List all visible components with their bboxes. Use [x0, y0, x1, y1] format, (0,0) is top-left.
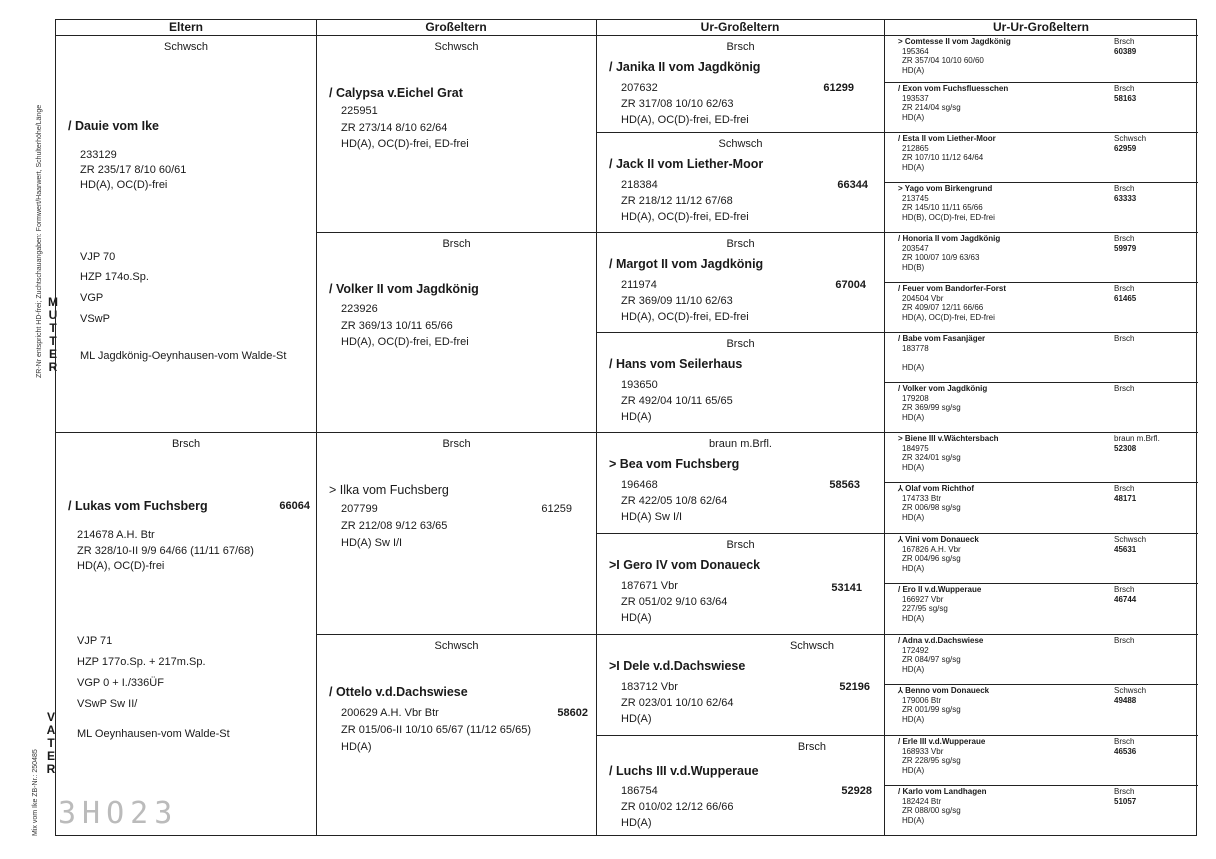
ggg-parent-14 — [886, 685, 1196, 735]
ggg-color: Brsch — [1114, 84, 1135, 93]
ggg-name: / Adna v.d.Dachswiese — [898, 636, 984, 645]
ggg-number: 63333 — [1114, 193, 1137, 203]
ggg-zr: 227/95 sg/sg — [902, 604, 948, 613]
ggg-number: 58163 — [1114, 93, 1137, 103]
ggg-name: ⅄ Benno vom Donaueck — [898, 686, 990, 695]
grandparent-1: Schwsch / Calypsa v.Eichel Grat 225951 ZR 273/14 8/10 62/64 HD(A), OC(D)-frei, ED-frei — [329, 41, 479, 150]
ggg-reg: 182424 Btr — [902, 796, 942, 806]
ggg-color: Brsch — [1114, 234, 1135, 243]
ggg-name: > Biene III v.Wächtersbach — [898, 434, 999, 443]
ggg-name: / Karlo vom Landhagen — [898, 787, 987, 796]
ggg-color: Brsch — [1114, 184, 1135, 193]
ggg-number: 45631 — [1114, 544, 1137, 554]
ggg-parent-3 — [886, 133, 1196, 182]
ggg-number: 62959 — [1114, 143, 1137, 153]
ggg-color: Brsch — [1114, 585, 1135, 594]
great-grandparent-4: Brsch / Hans vom Seilerhaus 193650 ZR 492/04 10/11 65/65 HD(A) — [609, 338, 755, 423]
grandparent-3: Brsch > Ilka vom Fuchsberg 207799 61259 ZR 212/08 9/12 63/65 HD(A) Sw I/I — [329, 438, 572, 549]
ggg-zr: ZR 357/04 10/10 60/60 — [902, 56, 984, 65]
ggg-health: HD(A) — [902, 714, 925, 724]
ggg-reg: 179208 — [902, 393, 929, 403]
ggg-zr: ZR 369/99 sg/sg — [902, 403, 961, 412]
ggg-reg: 203547 — [902, 243, 929, 253]
ggg-color: Schwsch — [1114, 134, 1147, 143]
ggg-color: Brsch — [1114, 37, 1135, 46]
ggg-health: HD(A) — [902, 765, 925, 775]
ggg-health: HD(A) — [902, 664, 925, 674]
ggg-name: > Yago vom Birkengrund — [898, 184, 993, 193]
ggg-number: 46536 — [1114, 746, 1137, 756]
ggg-name: > Comtesse II vom Jagdkönig — [898, 37, 1011, 46]
ggg-parent-11 — [886, 534, 1196, 583]
ggg-reg: 168933 Vbr — [902, 746, 944, 756]
ggg-health: HD(A) — [902, 65, 925, 75]
ggg-name: / Babe vom Fasanjäger — [898, 334, 986, 343]
ggg-parent-8 — [886, 383, 1196, 432]
ggg-health: HD(A) — [902, 362, 925, 372]
ggg-name: ⅄ Vini vom Donaueck — [898, 535, 979, 544]
ggg-name: / Esta II vom Liether-Moor — [898, 134, 996, 143]
ggg-parent-16 — [886, 786, 1196, 837]
header-ur-grosseltern: Ur-Großeltern — [596, 20, 884, 36]
ggg-number: 52308 — [1114, 443, 1137, 453]
pedigree-grid — [55, 19, 1197, 836]
ggg-reg: 167826 A.H. Vbr — [902, 544, 961, 554]
ggg-parent-5 — [886, 233, 1196, 282]
ggg-zr: ZR 004/96 sg/sg — [902, 554, 961, 563]
ggg-health: HD(A) — [902, 613, 925, 623]
ggg-color: Brsch — [1114, 787, 1135, 796]
ggg-name: / Volker vom Jagdkönig — [898, 384, 988, 393]
ggg-health: HD(A) — [902, 563, 925, 573]
ggg-number: 51057 — [1114, 796, 1137, 806]
ggg-health: HD(A) — [902, 815, 925, 825]
ggg-zr: ZR 409/07 12/11 66/66 — [902, 303, 984, 312]
header-eltern: Eltern — [56, 20, 316, 36]
ggg-parent-10 — [886, 483, 1196, 533]
ggg-zr: ZR 228/95 sg/sg — [902, 756, 961, 765]
ggg-health: HD(B) — [902, 262, 925, 272]
side-note: ZR-Nr entspricht HD-frei; Zuchtschauangaben: Formwert/Haarwert, Schulterhöhe/Länge — [36, 104, 43, 378]
ggg-color: Schwsch — [1114, 535, 1147, 544]
ggg-parent-12 — [886, 584, 1196, 634]
ggg-parent-13 — [886, 635, 1196, 684]
ggg-reg: 183778 — [902, 343, 929, 353]
stamp-number: 3HO23 — [58, 796, 179, 831]
ggg-color: Brsch — [1114, 284, 1135, 293]
side-zb-note: Mix vom Ike ZB-Nr.: 250485 — [32, 749, 39, 836]
ggg-reg: 213745 — [902, 193, 929, 203]
ggg-number: 60389 — [1114, 46, 1137, 56]
great-grandparent-6: Brsch >I Gero IV vom Donaueck 187671 Vbr 53141 ZR 051/02 9/10 63/64 HD(A) — [609, 539, 862, 624]
ggg-health: HD(A) — [902, 162, 925, 172]
great-grandparent-5: braun m.Brfl. > Bea vom Fuchsberg 196468 58563 ZR 422/05 10/8 62/64 HD(A) Sw I/I — [609, 438, 860, 523]
ggg-reg: 204504 Vbr — [902, 293, 944, 303]
ggg-color: Brsch — [1114, 737, 1135, 746]
ggg-number: 49488 — [1114, 695, 1137, 705]
ggg-reg: 174733 Btr — [902, 493, 942, 503]
ggg-zr: ZR 001/99 sg/sg — [902, 705, 961, 714]
ggg-parent-2 — [886, 83, 1196, 132]
ggg-health: HD(A) — [902, 512, 925, 522]
ggg-name: / Feuer vom Bandorfer-Forst — [898, 284, 1007, 293]
ggg-zr: ZR 214/04 sg/sg — [902, 103, 961, 112]
ggg-color: Brsch — [1114, 636, 1135, 645]
ggg-zr: ZR 324/01 sg/sg — [902, 453, 961, 462]
ggg-reg: 179006 Btr — [902, 695, 942, 705]
ggg-reg: 212865 — [902, 143, 929, 153]
ggg-parent-15 — [886, 736, 1196, 785]
ggg-parent-1 — [886, 36, 1196, 82]
ggg-parent-4 — [886, 183, 1196, 232]
ggg-number: 48171 — [1114, 493, 1137, 503]
ggg-color: braun m.Brfl. — [1114, 434, 1160, 443]
ggg-reg: 166927 Vbr — [902, 594, 944, 604]
ggg-reg: 195364 — [902, 46, 929, 56]
parent-father: Brsch / Lukas vom Fuchsberg 66064 214678 A.H. Btr ZR 328/10-II 9/9 64/66 (11/11 67/68) HD(A), OC(D)-frei VJP 71 HZP 177o.Sp. + 217m.Sp. VGP 0 + I./336ÜF VSwP Sw II/ ML Oeynhausen-vom Walde-St — [68, 438, 310, 740]
ggg-zr: ZR 145/10 11/11 65/66 — [902, 203, 983, 212]
ggg-health: HD(A) — [902, 412, 925, 422]
ggg-parent-9 — [886, 433, 1196, 482]
ggg-parent-7 — [886, 333, 1196, 382]
ggg-name: / Honoria II vom Jagdkönig — [898, 234, 1001, 243]
ggg-zr: ZR 107/10 11/12 64/64 — [902, 153, 984, 162]
ggg-reg: 184975 — [902, 443, 929, 453]
great-grandparent-3: Brsch / Margot II vom Jagdkönig 211974 67004 ZR 369/09 11/10 62/63 HD(A), OC(D)-frei, ED-frei — [609, 238, 866, 323]
ggg-number: 59979 — [1114, 243, 1137, 253]
ggg-health: HD(A) — [902, 462, 925, 472]
ggg-health: HD(B), OC(D)-frei, ED-frei — [902, 212, 995, 222]
ggg-color: Schwsch — [1114, 686, 1147, 695]
ggg-color: Brsch — [1114, 334, 1135, 343]
great-grandparent-2: Schwsch / Jack II vom Liether-Moor 218384 66344 ZR 218/12 11/12 67/68 HD(A), OC(D)-frei, ED-frei — [609, 138, 868, 223]
ggg-name: / Erle III v.d.Wupperaue — [898, 737, 986, 746]
great-grandparent-8: Brsch / Luchs III v.d.Wupperaue 186754 52928 ZR 010/02 12/12 66/66 HD(A) — [609, 741, 872, 829]
ggg-zr: ZR 100/07 10/9 63/63 — [902, 253, 980, 262]
grandparent-4: Schwsch / Ottelo v.d.Dachswiese 200629 A.H. Vbr Btr 58602 ZR 015/06-II 10/10 65/67 (11/12 65/65) HD(A) — [329, 640, 588, 753]
ggg-name: / Exon vom Fuchsfluesschen — [898, 84, 1009, 93]
ggg-number: 61465 — [1114, 293, 1137, 303]
ggg-name: / Ero II v.d.Wupperaue — [898, 585, 982, 594]
ggg-health: HD(A) — [902, 112, 925, 122]
ggg-name: ⅄ Olaf vom Richthof — [898, 484, 974, 493]
ggg-reg: 193537 — [902, 93, 929, 103]
vater-label: V A T E R — [46, 710, 56, 776]
great-grandparent-7: Schwsch >I Dele v.d.Dachswiese 183712 Vbr 52196 ZR 023/01 10/10 62/64 HD(A) — [609, 640, 870, 725]
header-ur-ur-grosseltern: Ur-Ur-Großeltern — [884, 20, 1198, 36]
mutter-label: M U T T E R — [48, 295, 58, 374]
ggg-zr: ZR 006/98 sg/sg — [902, 503, 961, 512]
ggg-color: Brsch — [1114, 384, 1135, 393]
ggg-health: HD(A), OC(D)-frei, ED-frei — [902, 312, 995, 322]
parent-mother: Schwsch / Dauie vom Ike 233129 ZR 235/17 8/10 60/61 HD(A), OC(D)-frei VJP 70 HZP 174o.Sp. VGP VSwP ML Jagdkönig-Oeynhausen-vom Walde-St — [68, 41, 287, 362]
ggg-zr: ZR 084/97 sg/sg — [902, 655, 961, 664]
ggg-number: 46744 — [1114, 594, 1137, 604]
ggg-color: Brsch — [1114, 484, 1135, 493]
ggg-parent-6 — [886, 283, 1196, 332]
ggg-zr: ZR 088/00 sg/sg — [902, 806, 961, 815]
great-grandparent-1: Brsch / Janika II vom Jagdkönig 207632 61299 ZR 317/08 10/10 62/63 HD(A), OC(D)-frei, ED-frei — [609, 41, 854, 126]
grandparent-2: Brsch / Volker II vom Jagdkönig 223926 ZR 369/13 10/11 65/66 HD(A), OC(D)-frei, ED-frei — [329, 238, 479, 348]
header-grosseltern: Großeltern — [316, 20, 596, 36]
ggg-reg: 172492 — [902, 645, 929, 655]
